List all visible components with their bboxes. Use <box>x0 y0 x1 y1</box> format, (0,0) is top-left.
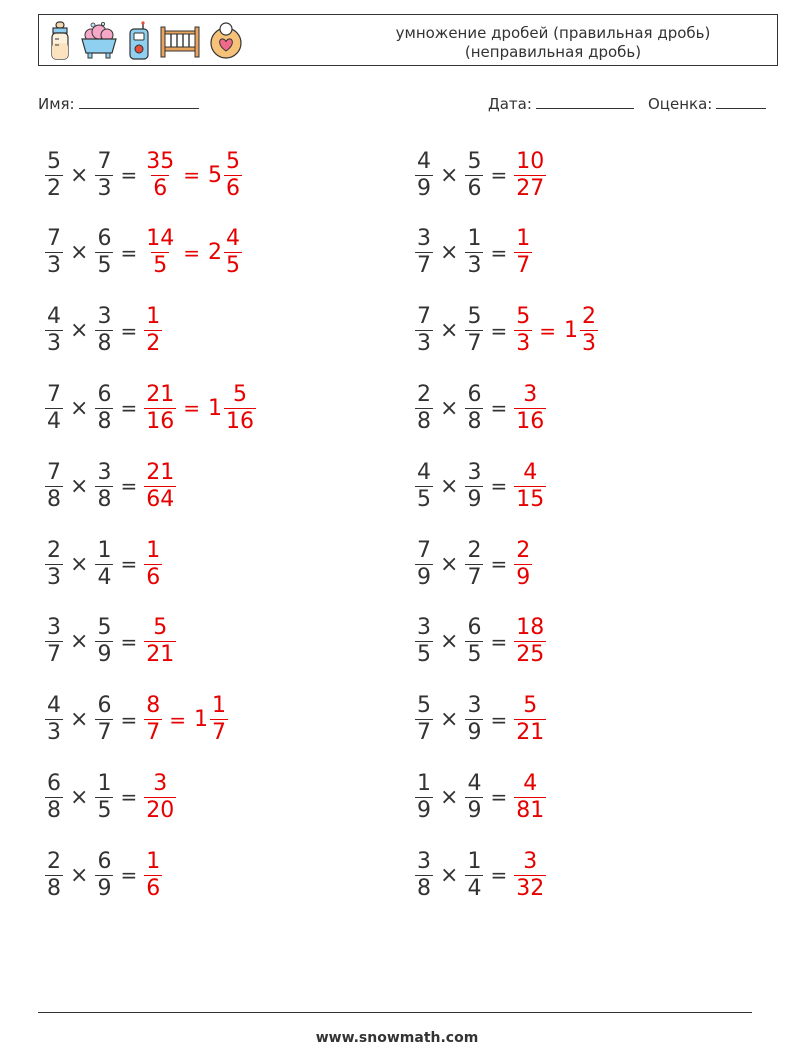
second-fraction <box>465 771 483 824</box>
problem-item <box>44 218 243 288</box>
second-fraction-denominator: 7 <box>467 564 482 590</box>
answer-fraction <box>514 538 532 591</box>
equals-sign: = <box>120 552 138 576</box>
date-line[interactable] <box>536 94 634 109</box>
second-fraction-numerator: 5 <box>467 148 482 174</box>
problem-item <box>414 607 547 677</box>
first-fraction-numerator: 4 <box>417 148 431 174</box>
answer-fraction <box>514 382 546 435</box>
second-fraction-numerator: 3 <box>467 693 482 719</box>
answer-fraction-numerator: 5 <box>516 304 531 330</box>
second-fraction <box>465 226 483 279</box>
answer-fraction <box>514 149 546 202</box>
first-fraction <box>415 149 433 202</box>
answer-fraction-denominator: 7 <box>146 720 161 746</box>
answer-fraction <box>144 382 176 435</box>
answer-fraction-denominator: 6 <box>146 875 161 901</box>
second-fraction <box>95 460 113 513</box>
first-fraction <box>45 693 63 746</box>
second-fraction-denominator: 7 <box>467 331 482 357</box>
equals-sign: = <box>120 863 138 888</box>
problem-item <box>414 685 547 755</box>
second-fraction <box>95 149 113 202</box>
times-sign: × <box>440 162 459 188</box>
first-fraction-numerator: 5 <box>47 148 61 174</box>
title-line-1: умножение дробей (правильная дробь) <box>395 24 711 42</box>
answer-fraction <box>514 849 546 902</box>
second-fraction <box>465 304 483 357</box>
header-box <box>38 14 778 66</box>
second-fraction-denominator: 5 <box>97 253 112 279</box>
answer-fraction-numerator: 1 <box>146 537 161 563</box>
second-fraction <box>465 460 483 513</box>
second-fraction-numerator: 1 <box>97 537 112 563</box>
answer-fraction-numerator: 2 <box>516 537 531 563</box>
answer-fraction-denominator: 64 <box>146 486 175 512</box>
answer-fraction-denominator: 20 <box>146 797 175 823</box>
answer-fraction <box>144 149 176 202</box>
second-fraction-numerator: 2 <box>467 537 482 563</box>
second-fraction-numerator: 7 <box>97 148 112 174</box>
second-fraction <box>95 693 113 746</box>
second-fraction-numerator: 6 <box>97 381 112 407</box>
answer-fraction-numerator: 10 <box>516 148 545 174</box>
first-fraction-numerator: 2 <box>47 848 61 874</box>
second-fraction-numerator: 4 <box>467 770 482 796</box>
answer-fraction-denominator: 81 <box>516 797 545 823</box>
times-sign: × <box>440 862 459 888</box>
answer-fraction <box>144 226 176 279</box>
answer-fraction-denominator: 21 <box>146 642 175 668</box>
problem-item <box>414 840 547 910</box>
problem-item <box>44 762 177 832</box>
name-field[interactable] <box>38 94 199 113</box>
problem-item <box>414 296 599 366</box>
second-fraction-denominator: 9 <box>97 642 112 668</box>
second-fraction-denominator: 9 <box>97 875 112 901</box>
second-fraction-denominator: 8 <box>97 331 112 357</box>
first-fraction-denominator: 9 <box>417 175 431 201</box>
second-fraction-denominator: 5 <box>97 797 112 823</box>
second-fraction-numerator: 6 <box>97 848 112 874</box>
first-fraction-numerator: 7 <box>47 226 61 252</box>
second-fraction-denominator: 4 <box>97 564 112 590</box>
second-fraction-numerator: 6 <box>97 693 112 719</box>
mixed-fraction-numerator: 1 <box>211 693 226 719</box>
second-fraction-denominator: 7 <box>97 720 112 746</box>
second-fraction-numerator: 3 <box>467 459 482 485</box>
date-field[interactable] <box>488 94 634 113</box>
second-fraction <box>465 149 483 202</box>
first-fraction-denominator: 8 <box>417 875 431 901</box>
answer-fraction <box>144 460 176 513</box>
first-fraction-numerator: 2 <box>47 537 61 563</box>
problem-item <box>44 840 163 910</box>
first-fraction-denominator: 8 <box>47 486 61 512</box>
first-fraction <box>45 460 63 513</box>
mixed-fraction-denominator: 5 <box>225 253 240 279</box>
problem-item <box>44 140 243 210</box>
first-fraction <box>415 615 433 668</box>
times-sign: × <box>440 707 459 733</box>
answer-fraction <box>144 304 162 357</box>
footer-divider <box>38 1012 752 1013</box>
first-fraction <box>45 304 63 357</box>
header-icons <box>49 19 243 63</box>
second-fraction <box>465 693 483 746</box>
times-sign: × <box>440 318 459 344</box>
answer-fraction-numerator: 3 <box>523 381 538 407</box>
problem-item <box>414 529 533 599</box>
first-fraction-denominator: 3 <box>47 331 61 357</box>
answer-fraction-numerator: 3 <box>153 770 168 796</box>
problem-item <box>44 296 163 366</box>
first-fraction-numerator: 1 <box>417 770 431 796</box>
answer-fraction-denominator: 15 <box>516 486 545 512</box>
answer-fraction <box>144 849 162 902</box>
equals-sign: = <box>490 707 508 732</box>
first-fraction-denominator: 9 <box>417 564 431 590</box>
first-fraction-denominator: 8 <box>47 797 61 823</box>
equals-sign: = <box>120 474 138 499</box>
first-fraction <box>45 538 63 591</box>
first-fraction-denominator: 5 <box>417 642 431 668</box>
answer-fraction-denominator: 3 <box>516 331 531 357</box>
answer-fraction-numerator: 5 <box>523 693 538 719</box>
second-fraction-numerator: 6 <box>467 615 482 641</box>
mixed-fraction <box>580 304 598 357</box>
second-fraction-numerator: 5 <box>97 615 112 641</box>
equals-sign: = <box>120 396 138 421</box>
equals-sign: = <box>490 863 508 888</box>
answer-fraction-denominator: 9 <box>516 564 531 590</box>
first-fraction <box>415 460 433 513</box>
problem-item <box>414 762 547 832</box>
answer-fraction-numerator: 21 <box>146 459 175 485</box>
answer-fraction-denominator: 6 <box>153 175 168 201</box>
second-fraction <box>95 226 113 279</box>
answer-fraction-numerator: 1 <box>146 304 161 330</box>
equals-sign: = <box>490 552 508 576</box>
worksheet-title <box>353 24 753 62</box>
answer-fraction-numerator: 4 <box>523 459 538 485</box>
first-fraction-denominator: 8 <box>47 875 61 901</box>
first-fraction <box>45 382 63 435</box>
first-fraction-numerator: 7 <box>417 537 431 563</box>
answer-fraction-numerator: 14 <box>146 226 175 252</box>
baby-bib-icon <box>209 21 243 61</box>
first-fraction-numerator: 7 <box>47 459 61 485</box>
answer-fraction-denominator: 27 <box>516 175 545 201</box>
times-sign: × <box>70 629 89 655</box>
first-fraction-numerator: 5 <box>417 693 431 719</box>
answer-fraction-numerator: 5 <box>153 615 168 641</box>
mixed-whole-number: 1 <box>563 318 578 344</box>
equals-sign: = <box>490 396 508 421</box>
answer-fraction-numerator: 21 <box>146 381 175 407</box>
answer-fraction-numerator: 8 <box>146 693 161 719</box>
mixed-whole-number: 5 <box>207 162 222 188</box>
first-fraction <box>45 226 63 279</box>
mixed-fraction-denominator: 3 <box>581 331 596 357</box>
second-fraction <box>95 615 113 668</box>
problem-item <box>44 607 177 677</box>
times-sign: × <box>70 473 89 499</box>
answer-fraction-denominator: 2 <box>146 331 161 357</box>
equals-sign: = <box>490 474 508 499</box>
times-sign: × <box>70 318 89 344</box>
second-fraction <box>465 382 483 435</box>
second-fraction-numerator: 1 <box>97 770 112 796</box>
first-fraction-numerator: 6 <box>47 770 61 796</box>
second-fraction-denominator: 5 <box>467 642 482 668</box>
first-fraction <box>415 693 433 746</box>
first-fraction-numerator: 3 <box>47 615 61 641</box>
second-fraction <box>95 771 113 824</box>
mixed-whole-number: 1 <box>207 395 222 421</box>
problem-item <box>414 140 547 210</box>
equals-sign: = <box>120 707 138 732</box>
first-fraction <box>45 849 63 902</box>
first-fraction-numerator: 3 <box>417 848 431 874</box>
first-fraction-numerator: 4 <box>47 693 61 719</box>
answer-fraction <box>144 771 176 824</box>
answer-fraction <box>144 615 176 668</box>
footer-url: www.snowmath.com <box>315 1030 479 1046</box>
equals-sign: = <box>490 629 508 654</box>
answer-fraction-denominator: 16 <box>146 408 175 434</box>
answer-fraction-denominator: 25 <box>516 642 545 668</box>
first-fraction-numerator: 7 <box>47 381 61 407</box>
first-fraction-denominator: 9 <box>417 797 431 823</box>
first-fraction-denominator: 5 <box>417 486 431 512</box>
answer-fraction-numerator: 1 <box>146 848 161 874</box>
problem-item <box>44 685 229 755</box>
first-fraction-denominator: 4 <box>47 408 61 434</box>
answer-equals-sign: = <box>183 240 200 265</box>
second-fraction <box>95 304 113 357</box>
times-sign: × <box>440 784 459 810</box>
first-fraction-denominator: 3 <box>47 253 61 279</box>
title-line-2: (неправильная дробь) <box>464 43 642 61</box>
first-fraction-denominator: 3 <box>47 720 61 746</box>
second-fraction-denominator: 8 <box>97 408 112 434</box>
answer-fraction-numerator: 18 <box>516 615 545 641</box>
first-fraction <box>415 849 433 902</box>
first-fraction <box>415 771 433 824</box>
first-fraction-denominator: 2 <box>47 175 61 201</box>
answer-fraction-denominator: 6 <box>146 564 161 590</box>
second-fraction-denominator: 8 <box>97 486 112 512</box>
equals-sign: = <box>490 163 508 187</box>
problem-item <box>44 451 177 521</box>
second-fraction-denominator: 3 <box>97 175 112 201</box>
times-sign: × <box>440 395 459 421</box>
answer-fraction-numerator: 3 <box>523 848 538 874</box>
times-sign: × <box>440 473 459 499</box>
answer-equals-sign: = <box>183 396 200 421</box>
mixed-fraction-denominator: 16 <box>225 408 254 434</box>
second-fraction <box>95 849 113 902</box>
answer-fraction <box>144 538 162 591</box>
answer-equals-sign: = <box>169 707 186 732</box>
equals-sign: = <box>490 318 508 343</box>
baby-bottle-icon <box>49 21 71 61</box>
second-fraction-numerator: 6 <box>97 226 112 252</box>
mixed-whole-number: 2 <box>207 240 222 266</box>
times-sign: × <box>440 240 459 266</box>
mixed-fraction-numerator: 5 <box>225 148 240 174</box>
mixed-fraction <box>224 382 256 435</box>
first-fraction <box>415 304 433 357</box>
second-fraction-denominator: 8 <box>467 408 482 434</box>
crib-icon <box>159 23 201 59</box>
answer-fraction <box>514 771 546 824</box>
mixed-fraction-numerator: 4 <box>225 226 240 252</box>
first-fraction <box>45 771 63 824</box>
second-fraction-numerator: 3 <box>97 459 112 485</box>
first-fraction-numerator: 4 <box>47 304 61 330</box>
equals-sign: = <box>120 785 138 810</box>
second-fraction-denominator: 4 <box>467 875 482 901</box>
first-fraction-denominator: 7 <box>47 642 61 668</box>
answer-fraction <box>144 693 162 746</box>
first-fraction <box>45 615 63 668</box>
equals-sign: = <box>490 240 508 265</box>
grade-field[interactable] <box>648 94 766 113</box>
second-fraction <box>95 538 113 591</box>
first-fraction-numerator: 3 <box>417 615 431 641</box>
answer-fraction <box>514 615 546 668</box>
first-fraction-denominator: 8 <box>417 408 431 434</box>
grade-label: Оценка: <box>648 95 713 113</box>
problem-item <box>44 373 257 443</box>
times-sign: × <box>70 707 89 733</box>
mixed-fraction-denominator: 6 <box>225 175 240 201</box>
times-sign: × <box>70 784 89 810</box>
first-fraction <box>415 382 433 435</box>
answer-fraction-numerator: 1 <box>516 226 531 252</box>
second-fraction <box>465 615 483 668</box>
mixed-fraction <box>224 226 242 279</box>
mixed-fraction <box>210 693 228 746</box>
first-fraction <box>45 149 63 202</box>
mixed-fraction <box>224 149 242 202</box>
mixed-whole-number: 1 <box>193 707 208 733</box>
answer-fraction-denominator: 5 <box>153 253 168 279</box>
first-fraction-denominator: 7 <box>417 253 431 279</box>
problem-item <box>414 451 547 521</box>
times-sign: × <box>440 629 459 655</box>
problem-item <box>44 529 163 599</box>
answer-fraction-denominator: 21 <box>516 720 545 746</box>
second-fraction <box>95 382 113 435</box>
name-label: Имя: <box>38 95 75 113</box>
answer-fraction-numerator: 35 <box>146 148 175 174</box>
answer-equals-sign: = <box>183 163 200 187</box>
second-fraction <box>465 849 483 902</box>
answer-fraction-numerator: 4 <box>523 770 538 796</box>
second-fraction-numerator: 1 <box>467 226 482 252</box>
times-sign: × <box>70 862 89 888</box>
second-fraction-denominator: 3 <box>467 253 482 279</box>
answer-fraction <box>514 460 546 513</box>
answer-fraction <box>514 693 546 746</box>
first-fraction-denominator: 3 <box>417 331 431 357</box>
first-fraction-numerator: 7 <box>417 304 431 330</box>
answer-fraction <box>514 304 532 357</box>
second-fraction <box>465 538 483 591</box>
answer-fraction-denominator: 7 <box>516 253 531 279</box>
times-sign: × <box>440 551 459 577</box>
first-fraction-numerator: 2 <box>417 381 431 407</box>
second-fraction-numerator: 6 <box>467 381 482 407</box>
problem-item <box>414 373 547 443</box>
date-label: Дата: <box>488 95 532 113</box>
equals-sign: = <box>120 318 138 343</box>
second-fraction-denominator: 9 <box>467 486 482 512</box>
equals-sign: = <box>120 163 138 187</box>
times-sign: × <box>70 162 89 188</box>
mixed-fraction-denominator: 7 <box>211 720 226 746</box>
answer-equals-sign: = <box>539 318 556 343</box>
first-fraction-denominator: 7 <box>417 720 431 746</box>
grade-line[interactable] <box>716 94 766 109</box>
second-fraction-numerator: 1 <box>467 848 482 874</box>
answer-fraction-denominator: 32 <box>516 875 545 901</box>
first-fraction-numerator: 3 <box>417 226 431 252</box>
times-sign: × <box>70 395 89 421</box>
equals-sign: = <box>120 629 138 654</box>
second-fraction-numerator: 5 <box>467 304 482 330</box>
problem-item <box>414 218 533 288</box>
answer-fraction-denominator: 16 <box>516 408 545 434</box>
answer-fraction <box>514 226 532 279</box>
first-fraction-numerator: 4 <box>417 459 431 485</box>
mixed-fraction-numerator: 2 <box>581 304 596 330</box>
mixed-fraction-numerator: 5 <box>232 381 247 407</box>
name-line[interactable] <box>79 94 199 109</box>
baby-bath-icon <box>79 21 119 61</box>
times-sign: × <box>70 551 89 577</box>
first-fraction <box>415 226 433 279</box>
second-fraction-numerator: 3 <box>97 304 112 330</box>
equals-sign: = <box>120 240 138 265</box>
baby-monitor-icon <box>127 21 151 61</box>
first-fraction <box>415 538 433 591</box>
equals-sign: = <box>490 785 508 810</box>
times-sign: × <box>70 240 89 266</box>
first-fraction-denominator: 3 <box>47 564 61 590</box>
second-fraction-denominator: 9 <box>467 797 482 823</box>
second-fraction-denominator: 6 <box>467 175 482 201</box>
second-fraction-denominator: 9 <box>467 720 482 746</box>
